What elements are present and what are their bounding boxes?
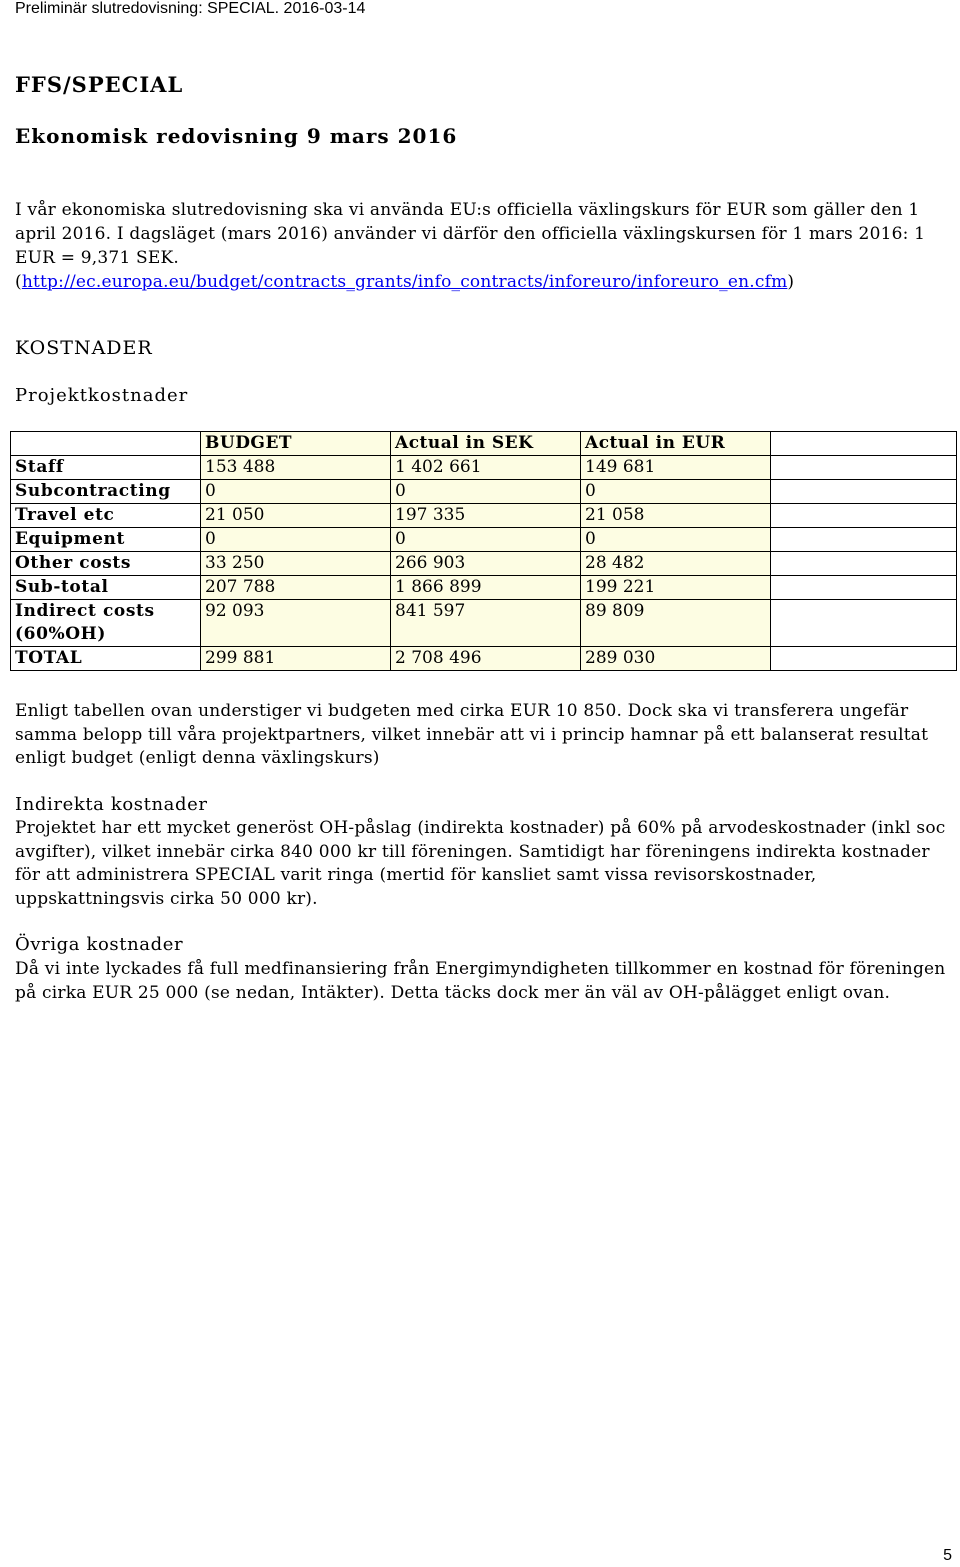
cell-empty [771, 480, 957, 504]
header-empty [11, 432, 201, 456]
row-label: Indirect costs (60%OH) [11, 600, 201, 647]
cell-empty [771, 600, 957, 647]
cell-budget: 153 488 [201, 456, 391, 480]
cell-eur: 89 809 [581, 600, 771, 647]
cell-eur: 21 058 [581, 504, 771, 528]
subheading-indirekta-kostnader: Indirekta kostnader [15, 794, 208, 815]
cell-sek: 1 866 899 [391, 576, 581, 600]
indirect-costs-paragraph: Projektet har ett mycket generöst OH-påslag (indirekta kostnader) på 60% på arvodeskostnader (inkl soc avgifter), vilket innebär cirka 840 000 kr till föreningen. Samtidigt har föreningens indirekta kostnader för att administrera SPECIAL varit ringa (mertid för kansliet samt vissa revisorskostnader, uppskattningsvis cirka 50 000 kr). [15, 818, 946, 909]
table-row [11, 576, 957, 600]
other-costs-paragraph: Då vi inte lyckades få full medfinansiering från Energimyndigheten tillkommer en kostnad för föreningen på cirka EUR 25 000 (se nedan, Intäkter). Detta täcks dock mer än väl av OH-pålägget enligt ovan. [15, 959, 946, 1003]
cell-sek: 266 903 [391, 552, 581, 576]
header-actual-sek: Actual in SEK [391, 432, 581, 456]
link-close-paren: ) [787, 272, 795, 292]
subheading-ovriga-kostnader: Övriga kostnader [15, 934, 184, 955]
cell-budget: 0 [201, 528, 391, 552]
cell-empty [771, 456, 957, 480]
row-label: Other costs [11, 552, 201, 576]
cell-budget: 33 250 [201, 552, 391, 576]
subheading-projektkostnader: Projektkostnader [15, 385, 189, 406]
cell-eur: 149 681 [581, 456, 771, 480]
table-row [11, 456, 957, 480]
table-row [11, 480, 957, 504]
cell-empty [771, 504, 957, 528]
cell-budget: 299 881 [201, 647, 391, 671]
document-title: FFS/SPECIAL [15, 72, 184, 97]
page-number: 5 [943, 1547, 952, 1564]
budget-summary-paragraph: Enligt tabellen ovan understiger vi budgeten med cirka EUR 10 850. Dock ska vi transferera ungefär samma belopp till våra projektpartners, vilket innebär att vi i princip hamnar på ett balanserat resultat enligt budget (enligt denna växlingskurs) [15, 701, 929, 768]
row-label: Travel etc [11, 504, 201, 528]
header-actual-eur: Actual in EUR [581, 432, 771, 456]
cell-sek: 2 708 496 [391, 647, 581, 671]
cell-sek: 0 [391, 480, 581, 504]
cell-sek: 841 597 [391, 600, 581, 647]
cell-eur: 28 482 [581, 552, 771, 576]
cell-sek: 1 402 661 [391, 456, 581, 480]
cell-sek: 0 [391, 528, 581, 552]
table-row [11, 647, 957, 671]
cell-eur: 289 030 [581, 647, 771, 671]
row-label: TOTAL [11, 647, 201, 671]
cell-eur: 199 221 [581, 576, 771, 600]
cost-table [10, 431, 957, 671]
section-heading-kostnader: KOSTNADER [15, 337, 153, 359]
cell-empty [771, 576, 957, 600]
intro-text: I vår ekonomiska slutredovisning ska vi använda EU:s officiella växlingskurs för EUR som gäller den 1 april 2016. I dagsläget (mars 2016) använder vi därför den officiella växlingskursen för 1 mars 2016: 1 EUR = 9,371 SEK. [15, 200, 926, 268]
row-label: Subcontracting [11, 480, 201, 504]
cell-sek: 197 335 [391, 504, 581, 528]
cell-eur: 0 [581, 528, 771, 552]
cell-empty [771, 528, 957, 552]
header-budget: BUDGET [201, 432, 391, 456]
row-label: Sub-total [11, 576, 201, 600]
intro-paragraph [15, 198, 950, 294]
table-header-row [11, 432, 957, 456]
exchange-rate-link[interactable]: http://ec.europa.eu/budget/contracts_grants/info_contracts/inforeuro/inforeuro_en.cfm [21, 272, 788, 292]
page-header: Preliminär slutredovisning: SPECIAL. 2016-03-14 [15, 0, 366, 17]
table-row [11, 552, 957, 576]
cell-budget: 92 093 [201, 600, 391, 647]
document-subtitle: Ekonomisk redovisning 9 mars 2016 [15, 124, 458, 148]
cell-budget: 0 [201, 480, 391, 504]
cell-empty [771, 552, 957, 576]
cell-budget: 207 788 [201, 576, 391, 600]
table-row [11, 600, 957, 647]
table-row [11, 528, 957, 552]
cell-empty [771, 647, 957, 671]
row-label: Staff [11, 456, 201, 480]
row-label: Equipment [11, 528, 201, 552]
cell-budget: 21 050 [201, 504, 391, 528]
link-open-paren: ( [15, 272, 22, 292]
header-empty-right [771, 432, 957, 456]
table-row [11, 504, 957, 528]
cell-eur: 0 [581, 480, 771, 504]
